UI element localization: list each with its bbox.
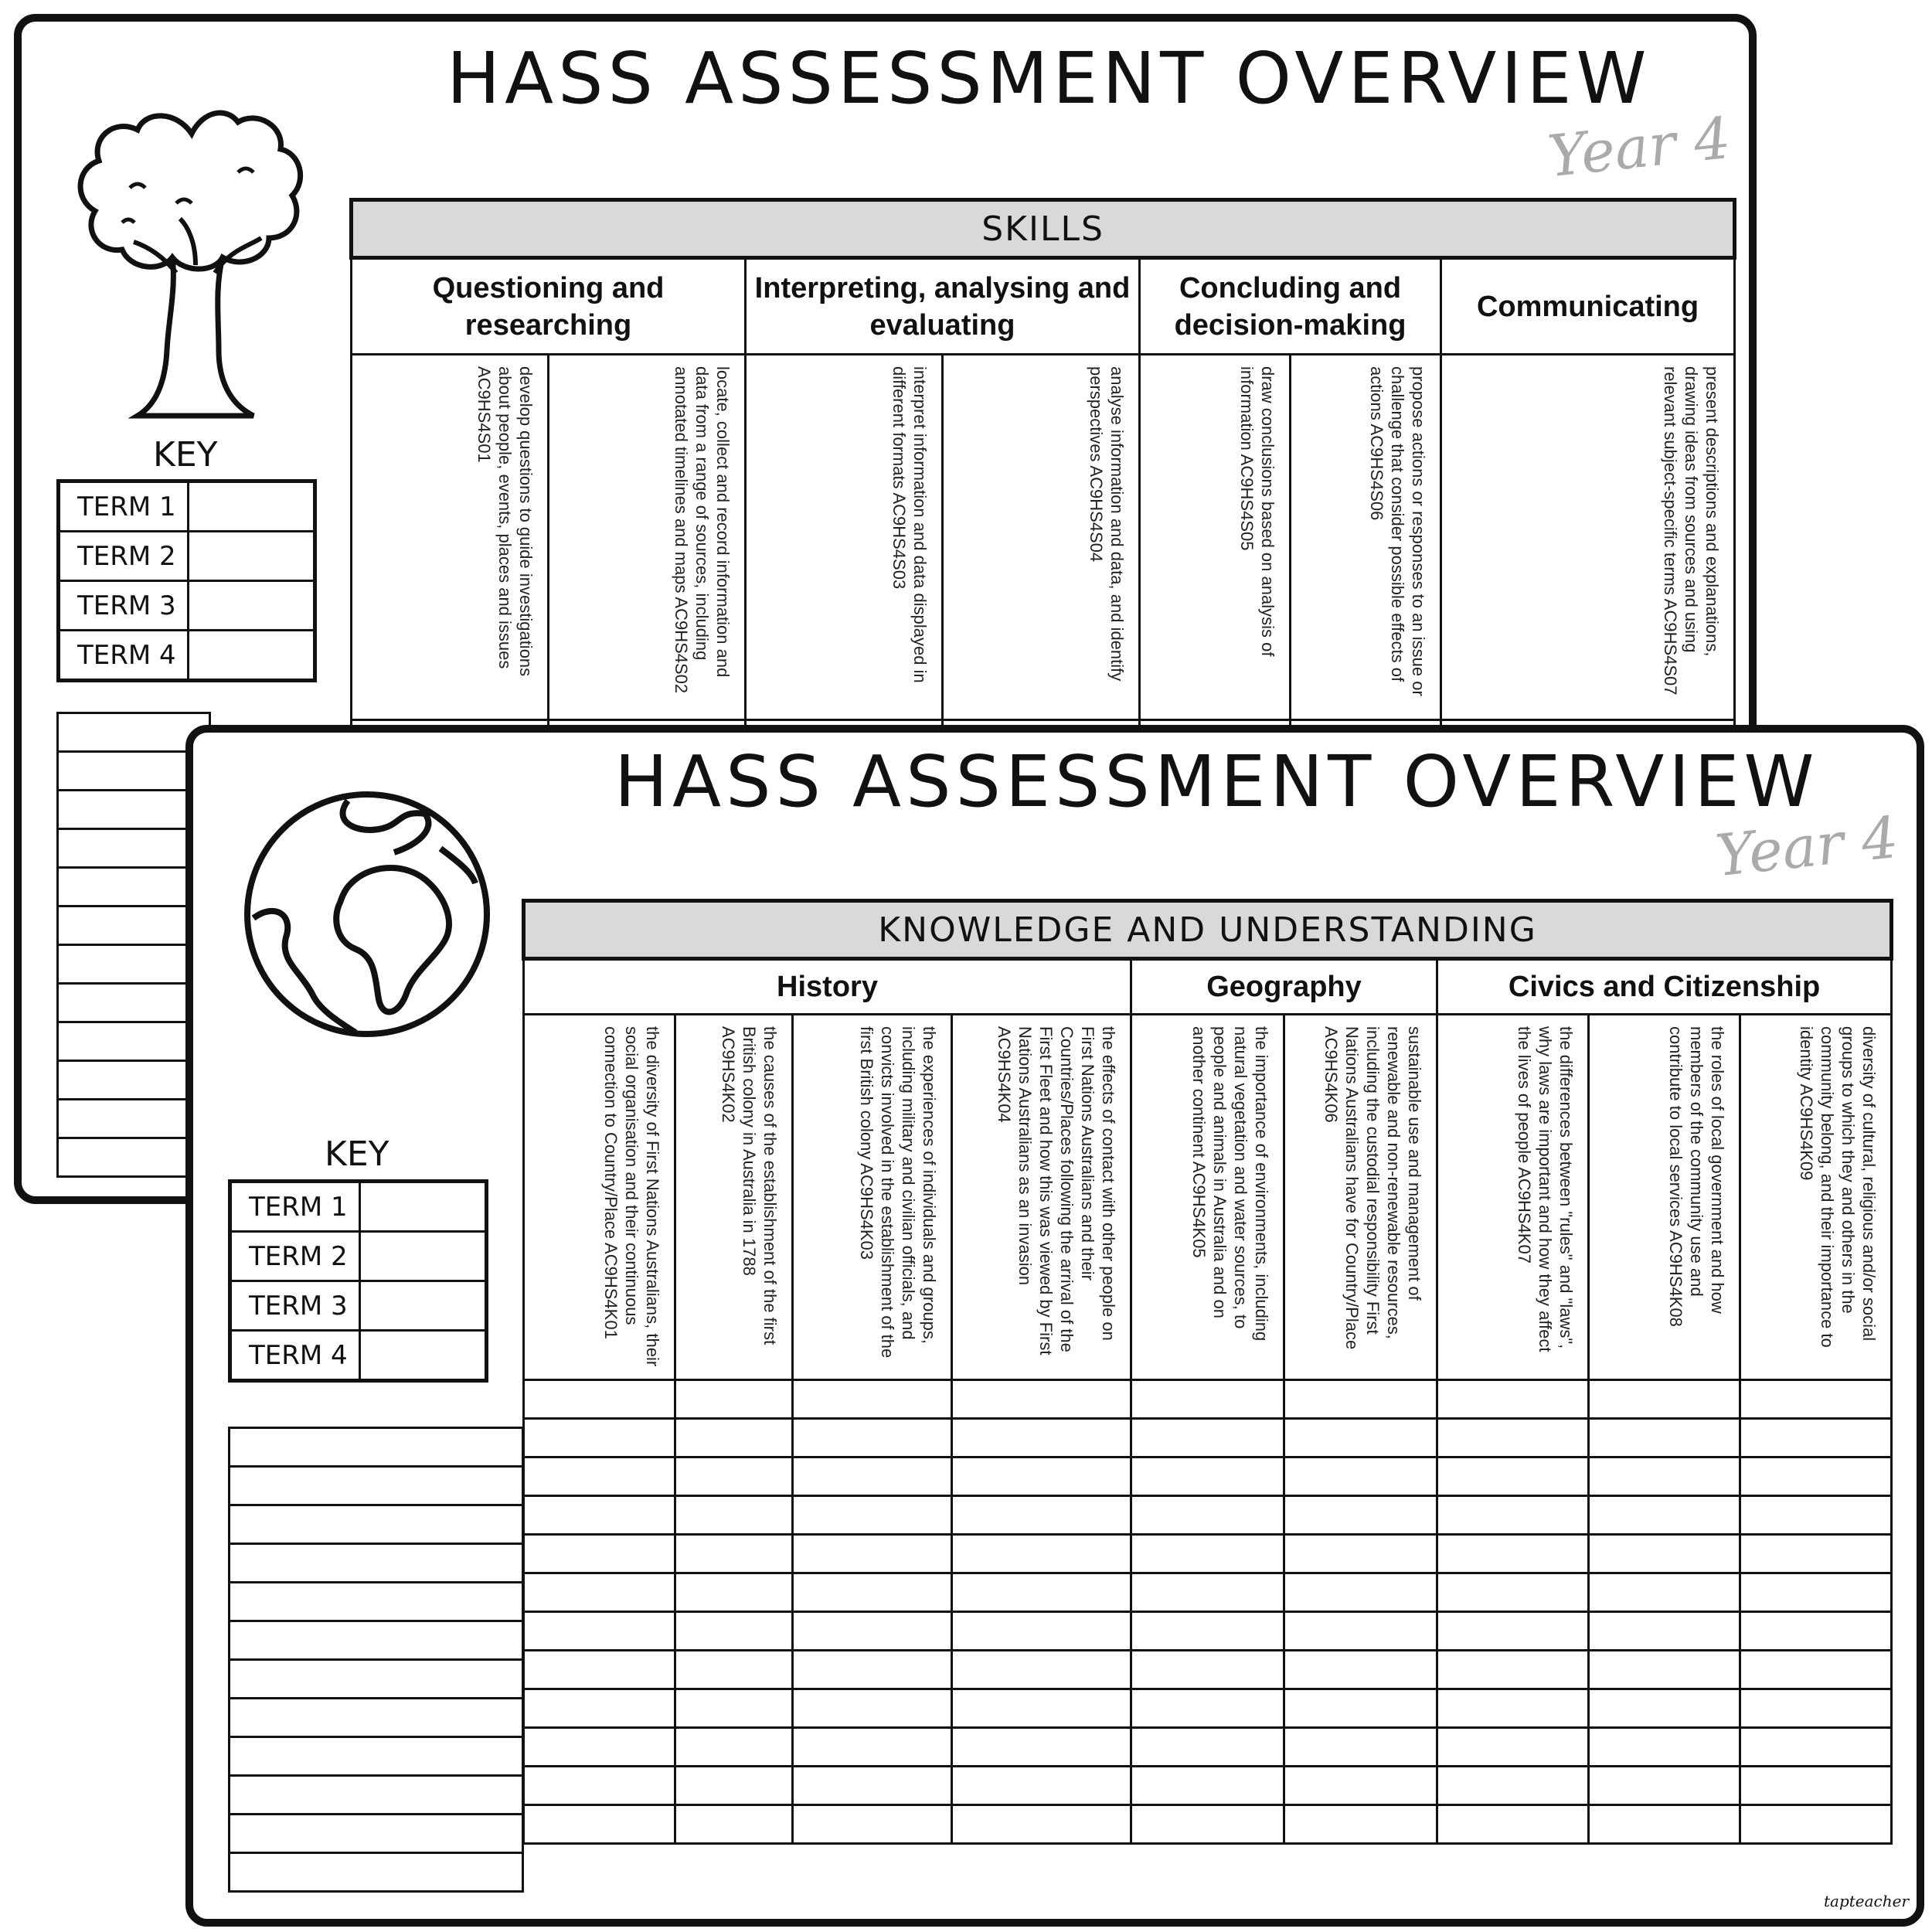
assessment-cell[interactable] [1131, 1496, 1284, 1535]
assessment-cell[interactable] [793, 1612, 952, 1651]
term-key-table [56, 479, 317, 682]
assessment-cell[interactable] [1284, 1458, 1437, 1496]
assessment-cell[interactable] [1437, 1612, 1589, 1651]
assessment-cell[interactable] [524, 1419, 675, 1458]
strand-communicating: Communicating [1441, 258, 1735, 355]
assessment-row [230, 1467, 523, 1505]
assessment-cell[interactable] [675, 1767, 793, 1805]
assessment-cell[interactable] [952, 1612, 1131, 1651]
strand-questioning: Questioning and researching [352, 258, 746, 355]
assessment-row [524, 1458, 1892, 1496]
assessment-cell[interactable] [1589, 1651, 1740, 1689]
knowledge-grid [522, 899, 1889, 1845]
assessment-cell[interactable] [675, 1689, 793, 1728]
descriptor-text: draw conclusions based on analysis of information AC9HS4S05 [1237, 366, 1277, 657]
strand-interpreting: Interpreting, analysing and evaluating [746, 258, 1140, 355]
assessment-cell[interactable] [1437, 1573, 1589, 1612]
assessment-cell[interactable] [1437, 1535, 1589, 1573]
page-title: HASS ASSESSMENT OVERVIEW [614, 740, 1819, 823]
term-colour-cell[interactable] [360, 1281, 487, 1331]
assessment-cell[interactable] [230, 1583, 523, 1621]
descriptor-text: the causes of the establishment of the first British colony in Australia in 1788 AC9HS4K02 [719, 1026, 780, 1345]
assessment-row [524, 1728, 1892, 1767]
assessment-row [230, 1815, 523, 1853]
assessment-cell[interactable] [793, 1767, 952, 1805]
assessment-cell[interactable] [793, 1728, 952, 1767]
descriptor-cell [1740, 1015, 1892, 1380]
assessment-cell[interactable] [675, 1458, 793, 1496]
assessment-row [230, 1660, 523, 1699]
assessment-cell[interactable] [1589, 1458, 1740, 1496]
skills-grid [349, 198, 1733, 760]
descriptor-cell [1589, 1015, 1740, 1380]
assessment-cell[interactable] [1284, 1651, 1437, 1689]
assessment-cell[interactable] [1131, 1612, 1284, 1651]
assessment-cell[interactable] [524, 1458, 675, 1496]
assessment-cell[interactable] [524, 1767, 675, 1805]
assessment-cell[interactable] [1437, 1689, 1589, 1728]
assessment-cell[interactable] [1131, 1458, 1284, 1496]
assessment-row [524, 1535, 1892, 1573]
descriptor-cell [1284, 1015, 1437, 1380]
assessment-row [230, 1776, 523, 1815]
term-label: TERM 3 [59, 581, 189, 631]
assessment-cell[interactable] [793, 1458, 952, 1496]
assessment-cell[interactable] [1589, 1573, 1740, 1612]
assessment-cell[interactable] [230, 1544, 523, 1583]
assessment-row [524, 1689, 1892, 1728]
descriptor-text: the effects of contact with other people on First Nations Australians and their Countries/Places following the arrival of the First Fleet and how this was viewed by First Nations Australians as an invasion AC9HS4K04 [995, 1026, 1118, 1355]
assessment-row [524, 1419, 1892, 1458]
assessment-cell[interactable] [1740, 1419, 1892, 1458]
assessment-cell[interactable] [1284, 1612, 1437, 1651]
assessment-cell[interactable] [952, 1458, 1131, 1496]
assessment-cell[interactable] [1437, 1651, 1589, 1689]
assessment-cell[interactable] [793, 1689, 952, 1728]
assessment-row [230, 1737, 523, 1776]
descriptor-cell [943, 355, 1140, 720]
term-colour-cell[interactable] [189, 631, 315, 681]
assessment-cell[interactable] [1740, 1767, 1892, 1805]
assessment-row [230, 1505, 523, 1544]
assessment-cell[interactable] [1589, 1767, 1740, 1805]
assessment-cell[interactable] [952, 1651, 1131, 1689]
term-colour-cell[interactable] [360, 1232, 487, 1281]
assessment-cell[interactable] [675, 1728, 793, 1767]
term-key-table [228, 1179, 488, 1383]
assessment-cell[interactable] [1131, 1767, 1284, 1805]
assessment-cell[interactable] [675, 1419, 793, 1458]
assessment-cell[interactable] [1131, 1651, 1284, 1689]
assessment-cell[interactable] [952, 1728, 1131, 1767]
assessment-cell[interactable] [1284, 1573, 1437, 1612]
brand-logo: tapteacher [1824, 1892, 1910, 1910]
assessment-row [524, 1496, 1892, 1535]
assessment-cell[interactable] [952, 1767, 1131, 1805]
assessment-cell[interactable] [1437, 1805, 1589, 1844]
descriptor-text: the differences between "rules" and "laws", why laws are important and how they affect the lives of people AC9HS4K07 [1515, 1026, 1576, 1352]
descriptor-text: the experiences of individuals and groups, including military and civilian officials, and convicts involved in the establishment of the first British colony AC9HS4K03 [857, 1026, 939, 1359]
assessment-row [524, 1651, 1892, 1689]
assessment-cell[interactable] [1437, 1458, 1589, 1496]
assessment-cell[interactable] [230, 1737, 523, 1776]
descriptor-text: the diversity of First Nations Australians, their social organisation and their continuous connection to Country/Place AC9HS4K01 [601, 1026, 662, 1367]
assessment-cell[interactable] [952, 1573, 1131, 1612]
term-label: TERM 1 [59, 481, 189, 532]
assessment-cell[interactable] [524, 1535, 675, 1573]
assessment-cell[interactable] [1740, 1612, 1892, 1651]
descriptor-cell [1437, 1015, 1589, 1380]
assessment-cell[interactable] [1589, 1535, 1740, 1573]
descriptor-cell [793, 1015, 952, 1380]
assessment-cell[interactable] [524, 1573, 675, 1612]
assessment-cell[interactable] [675, 1651, 793, 1689]
descriptor-text: locate, collect and record information and data from a range of sources, including annotated timelines and maps AC9HS4S02 [672, 366, 733, 694]
assessment-row [230, 1544, 523, 1583]
assessment-cell[interactable] [230, 1428, 523, 1467]
assessment-row [230, 1428, 523, 1467]
assessment-row [524, 1573, 1892, 1612]
assessment-cell[interactable] [1284, 1380, 1437, 1419]
descriptor-text: diversity of cultural, religious and/or social groups to which they and others in the community belong, and their importance to identity AC9HS4K09 [1797, 1026, 1879, 1348]
strand-history: History [524, 959, 1131, 1015]
assessment-cell[interactable] [793, 1573, 952, 1612]
assessment-cell[interactable] [1131, 1535, 1284, 1573]
assessment-row [524, 1380, 1892, 1419]
strand-civics: Civics and Citizenship [1437, 959, 1892, 1015]
assessment-cell[interactable] [793, 1535, 952, 1573]
assessment-cell[interactable] [1437, 1419, 1589, 1458]
descriptor-cell [352, 355, 549, 720]
assessment-row [524, 1612, 1892, 1651]
assessment-cell[interactable] [1284, 1419, 1437, 1458]
descriptor-text: the importance of environments, including natural vegetation and water sources, to people and animals in Australia and on another continent AC9HS4K05 [1189, 1026, 1271, 1342]
term-colour-cell[interactable] [360, 1182, 487, 1232]
assessment-cell[interactable] [1589, 1496, 1740, 1535]
assessment-cell[interactable] [1284, 1689, 1437, 1728]
assessment-row [230, 1583, 523, 1621]
term-label: TERM 4 [230, 1331, 360, 1381]
assessment-cell[interactable] [793, 1651, 952, 1689]
descriptor-text: analyse information and data, and identify perspectives AC9HS4S04 [1087, 366, 1127, 682]
assessment-row [230, 1853, 523, 1892]
assessment-cell[interactable] [1131, 1689, 1284, 1728]
descriptor-text: propose actions or responses to an issue or challenge that consider possible effects of actions AC9HS4S06 [1367, 366, 1428, 696]
assessment-cell[interactable] [230, 1660, 523, 1699]
knowledge-band: KNOWLEDGE AND UNDERSTANDING [524, 901, 1892, 959]
term-label: TERM 2 [59, 532, 189, 581]
descriptor-cell [746, 355, 943, 720]
strand-geography: Geography [1131, 959, 1437, 1015]
assessment-cell[interactable] [1740, 1573, 1892, 1612]
assessment-cell[interactable] [1740, 1380, 1892, 1419]
assessment-cell[interactable] [1437, 1728, 1589, 1767]
assessment-cell[interactable] [230, 1853, 523, 1892]
assessment-cell[interactable] [524, 1728, 675, 1767]
assessment-cell[interactable] [1589, 1612, 1740, 1651]
descriptor-cell [549, 355, 746, 720]
assessment-cell[interactable] [1589, 1805, 1740, 1844]
term-label: TERM 3 [230, 1281, 360, 1331]
assessment-cell[interactable] [952, 1535, 1131, 1573]
descriptor-cell [1140, 355, 1291, 720]
strand-concluding: Concluding and decision-making [1140, 258, 1441, 355]
descriptor-cell [1441, 355, 1735, 720]
assessment-cell[interactable] [1740, 1535, 1892, 1573]
page-title: HASS ASSESSMENT OVERVIEW [447, 37, 1651, 120]
skills-band: SKILLS [352, 200, 1735, 258]
descriptor-cell [1291, 355, 1441, 720]
term-colour-cell[interactable] [189, 481, 315, 532]
assessment-row [524, 1767, 1892, 1805]
term-label: TERM 2 [230, 1232, 360, 1281]
assessment-cell[interactable] [524, 1612, 675, 1651]
assessment-cell[interactable] [793, 1496, 952, 1535]
assessment-cell[interactable] [1740, 1689, 1892, 1728]
assessment-cell[interactable] [230, 1505, 523, 1544]
assessment-cell[interactable] [524, 1805, 675, 1844]
descriptor-text: interpret information and data displayed in different formats AC9HS4S03 [889, 366, 930, 683]
term-label: TERM 1 [230, 1182, 360, 1232]
assessment-row [524, 1805, 1892, 1844]
assessment-cell[interactable] [1589, 1380, 1740, 1419]
assessment-cell[interactable] [1131, 1419, 1284, 1458]
assessment-cell[interactable] [793, 1805, 952, 1844]
assessment-cell[interactable] [675, 1612, 793, 1651]
assessment-row [230, 1699, 523, 1737]
descriptor-text: the roles of local government and how members of the community use and contribute to local services AC9HS4K08 [1666, 1026, 1727, 1327]
assessment-cell[interactable] [1284, 1535, 1437, 1573]
assessment-cell[interactable] [793, 1419, 952, 1458]
assessment-cell[interactable] [524, 1380, 675, 1419]
assessment-cell[interactable] [675, 1380, 793, 1419]
term-label: TERM 4 [59, 631, 189, 681]
assessment-cell[interactable] [1437, 1767, 1589, 1805]
assessment-cell[interactable] [952, 1689, 1131, 1728]
assessment-cell[interactable] [675, 1535, 793, 1573]
assessment-cell[interactable] [1589, 1419, 1740, 1458]
assessment-cell[interactable] [230, 1467, 523, 1505]
assessment-cell[interactable] [1589, 1728, 1740, 1767]
assessment-cell[interactable] [1437, 1380, 1589, 1419]
assessment-cell[interactable] [1131, 1380, 1284, 1419]
assessment-cell[interactable] [1131, 1805, 1284, 1844]
assessment-cell[interactable] [1740, 1496, 1892, 1535]
knowledge-overview-sheet [185, 725, 1924, 1927]
term-colour-cell[interactable] [189, 581, 315, 631]
assessment-cell[interactable] [1740, 1651, 1892, 1689]
assessment-cell[interactable] [1284, 1728, 1437, 1767]
descriptor-cell [675, 1015, 793, 1380]
descriptor-text: sustainable use and management of renewable and non-renewable resources, including the custodial responsibility First Nations Australians have for Country/Place AC9HS4K06 [1321, 1026, 1424, 1350]
globe-icon [240, 787, 495, 1042]
key-label: KEY [325, 1134, 389, 1174]
assessment-cell[interactable] [1589, 1689, 1740, 1728]
year-label: Year 4 [1545, 104, 1734, 191]
tree-icon [60, 87, 323, 427]
assessment-cell[interactable] [793, 1380, 952, 1419]
year-label: Year 4 [1713, 804, 1902, 890]
assessment-cell[interactable] [675, 1496, 793, 1535]
assessment-cell[interactable] [230, 1621, 523, 1660]
term-colour-cell[interactable] [189, 532, 315, 581]
assessment-cell[interactable] [230, 1699, 523, 1737]
student-name-column [228, 1427, 524, 1893]
descriptor-cell [524, 1015, 675, 1380]
descriptor-text: develop questions to guide investigations about people, events, places and issues AC9HS4S01 [474, 366, 536, 677]
assessment-cell[interactable] [952, 1805, 1131, 1844]
assessment-cell[interactable] [230, 1815, 523, 1853]
assessment-cell[interactable] [952, 1419, 1131, 1458]
assessment-cell[interactable] [1740, 1805, 1892, 1844]
assessment-cell[interactable] [952, 1380, 1131, 1419]
assessment-cell[interactable] [1284, 1496, 1437, 1535]
assessment-cell[interactable] [1437, 1496, 1589, 1535]
assessment-cell[interactable] [1131, 1573, 1284, 1612]
descriptor-cell [952, 1015, 1131, 1380]
assessment-cell[interactable] [524, 1651, 675, 1689]
assessment-cell[interactable] [524, 1496, 675, 1535]
assessment-cell[interactable] [524, 1689, 675, 1728]
assessment-cell[interactable] [1131, 1728, 1284, 1767]
assessment-cell[interactable] [1284, 1805, 1437, 1844]
term-colour-cell[interactable] [360, 1331, 487, 1381]
descriptor-cell [1131, 1015, 1284, 1380]
assessment-cell[interactable] [675, 1805, 793, 1844]
descriptor-text: present descriptions and explanations, drawing ideas from sources and using relevant subject-specific terms AC9HS4S07 [1661, 366, 1723, 696]
assessment-cell[interactable] [1284, 1767, 1437, 1805]
assessment-cell[interactable] [675, 1573, 793, 1612]
assessment-cell[interactable] [952, 1496, 1131, 1535]
assessment-cell[interactable] [1740, 1728, 1892, 1767]
assessment-cell[interactable] [230, 1776, 523, 1815]
assessment-row [230, 1621, 523, 1660]
assessment-cell[interactable] [1740, 1458, 1892, 1496]
key-label: KEY [153, 435, 218, 474]
